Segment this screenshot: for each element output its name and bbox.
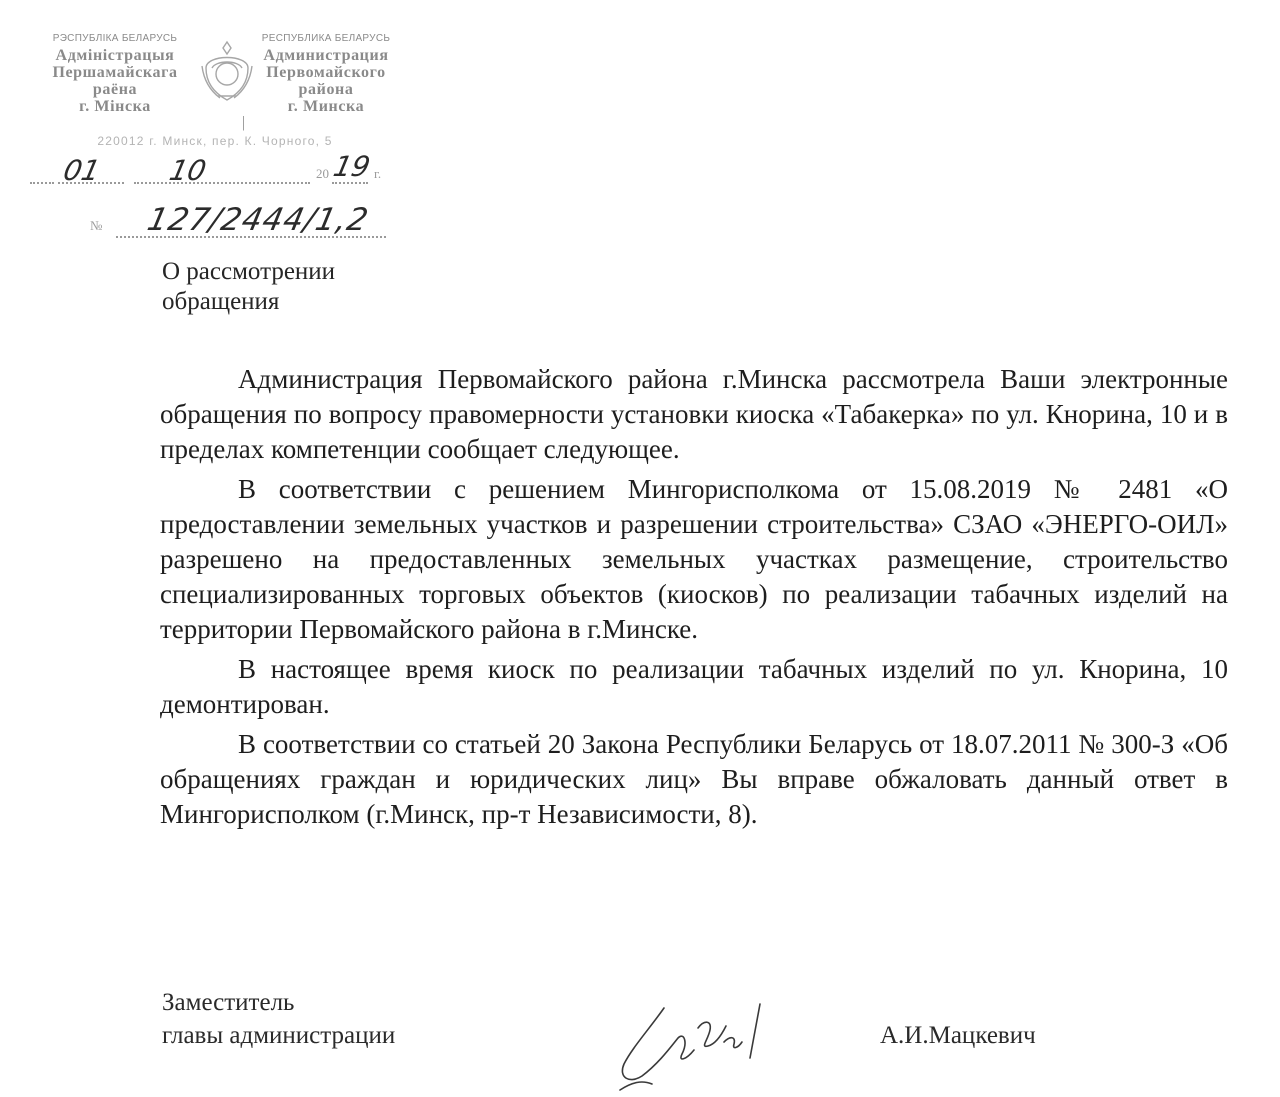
subject-line-2: обращения (162, 288, 280, 315)
signatory-title-line-2: главы администрации (162, 1022, 396, 1049)
date-dotline-start (30, 182, 54, 184)
letterhead-belarusian (30, 30, 200, 115)
body-paragraph-3: В настоящее время киоск по реализации табачных изделий по ул. Кнорина, 10 демонтирован. (160, 654, 1228, 719)
letterhead-region-by: раёна (92, 81, 138, 98)
subject-line-1: О рассмотрении (162, 258, 336, 285)
number-sign: № (90, 218, 103, 233)
letterhead-separator: | (242, 114, 246, 131)
signatory-title-line-1: Заместитель (162, 989, 295, 1016)
letterhead-city-ru: г. Минска (287, 98, 365, 115)
date-month: 10 (166, 154, 210, 187)
body-paragraph-2: В соответствии с решением Мингорисполкома от 15.08.2019 № 2481 «О предоставлении земельных участков и разрешении строительства» СЗАО «ЭНЕРГО-ОИЛ» разрешено на предоставленных земельных участках размещение, строительство специализированных торговых объектов (киосков) по реализации табачных изделий на территории Первомайского района в г.Минске. (160, 474, 1228, 644)
letterhead-region-ru: района (298, 81, 354, 98)
date-dotline-day (58, 182, 124, 184)
date-year-suffix: 19 (330, 150, 374, 183)
signatory-name: А.И.Мацкевич (880, 1022, 1036, 1049)
letter-body (160, 362, 1228, 837)
reg-dotline (116, 236, 386, 238)
registration-number (90, 202, 400, 250)
letterhead-address: 220012 г. Минск, пер. К. Чорного, 5 (97, 134, 333, 148)
letter-subject (162, 257, 562, 317)
date-dotline-month (134, 182, 310, 184)
date-year-prefix: 20 (316, 166, 329, 181)
reg-number-value: 127/2444/1,2 (144, 202, 373, 238)
letterhead-district-by: Першамайскага (52, 64, 178, 81)
letterhead-russian (252, 30, 400, 115)
state-emblem-icon (198, 38, 256, 106)
letterhead-stamp (30, 30, 400, 238)
letterhead-org-by: Адміністрацыя (55, 47, 175, 64)
letterhead-country-ru: РЕСПУБЛИКА БЕЛАРУСЬ (261, 33, 391, 44)
date-suffix: г. (374, 166, 382, 181)
letterhead-country-by: РЭСПУБЛІКА БЕЛАРУСЬ (52, 33, 178, 44)
letterhead-district-ru: Первомайского (266, 64, 386, 81)
body-paragraph-4: В соответствии со статьей 20 Закона Республики Беларусь от 18.07.2011 № 300-З «Об обращениях граждан и юридических лиц» Вы вправе обжаловать данный ответ в Мингорисполком (г.Минск, пр-т Независимости, 8). (160, 729, 1228, 829)
letterhead-org-ru: Администрация (263, 47, 389, 64)
letterhead-city-by: г. Мінска (79, 98, 151, 115)
letter-date (30, 150, 400, 196)
signatory-title (162, 986, 562, 1052)
date-day: 01 (60, 154, 104, 187)
body-paragraph-1: Администрация Первомайского района г.Минска рассмотрела Ваши электронные обращения по вопросу правомерности установки киоска «Табакерка» по ул. Кнорина, 10 и в пределах компетенции сообщает следующее. (160, 364, 1228, 464)
date-dotline-year (332, 182, 368, 184)
handwritten-signature (612, 998, 792, 1094)
